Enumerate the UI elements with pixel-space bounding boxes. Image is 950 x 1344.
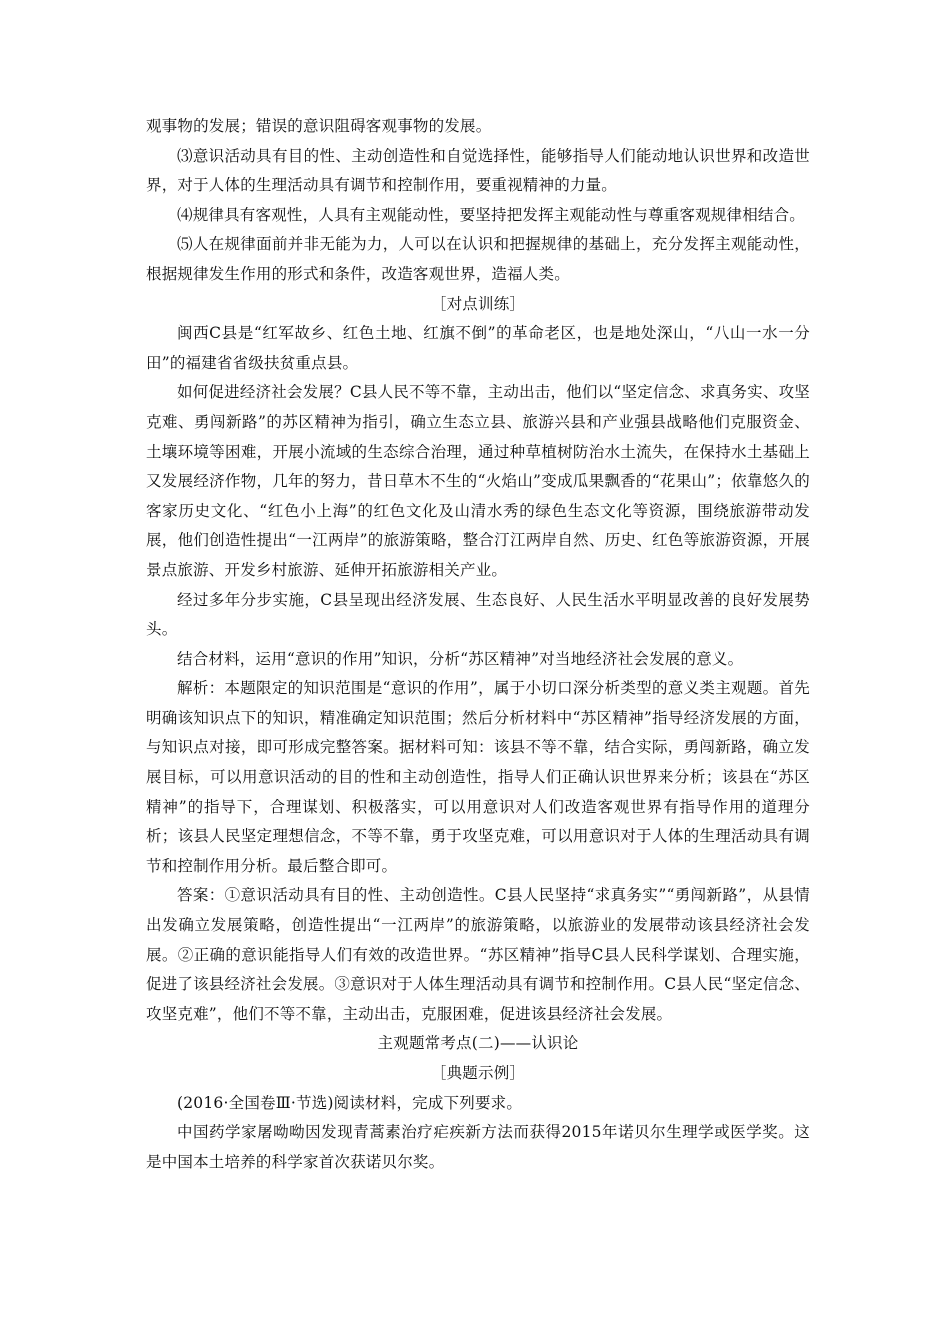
paragraph-continuation: 观事物的发展；错误的意识阻碍客观事物的发展。	[146, 117, 492, 135]
section-heading-practice: ［对点训练］	[430, 294, 526, 313]
section-heading-example: ［典题示例］	[430, 1064, 526, 1082]
material-paragraph-4: 中国药学家屠呦呦因发现青蒿素治疗疟疾新方法而获得2015年诺贝尔生理学或医学奖。这是中国本土培养的科学家首次获诺贝尔奖。	[146, 1123, 810, 1171]
material-paragraph-2: 如何促进经济社会发展？C县人民不等不靠，主动出击，他们以“坚定信念、求真务实、攻坚克难、勇闯新路”的苏区精神为指引，确立生态立县、旅游兴县和产业强县战略他们克服资金、土壤环境等困难，开展小流域的生态综合治理，通过种草植树防治水土流失，在保持水土基础上又发展经济作物，几年的努力，昔日草木不生的“火焰山”变成瓜果飘香的“花果山”；依靠悠久的客家历史文化、“红色小上海”的红色文化及山清水秀的绿色生态文化等资源，围绕旅游带动发展，他们创造性提出“一江两岸”的旅游策略，整合汀江两岸自然、历史、红色等旅游资源，开展景点旅游、开发乡村旅游、延伸开拓旅游相关产业。	[146, 383, 810, 579]
point-5: ⑸人在规律面前并非无能为力，人可以在认识和把握规律的基础上，充分发挥主观能动性，根据规律发生作用的形式和条件，改造客观世界，造福人类。	[146, 235, 810, 283]
exam-source-line: (2016·全国卷Ⅲ·节选)阅读材料，完成下列要求。	[177, 1093, 523, 1112]
document-body	[146, 112, 810, 1177]
analysis-paragraph: 解析：本题限定的知识范围是“意识的作用”，属于小切口深分析类型的意义类主观题。首先明确该知识点下的知识，精准确定知识范围；然后分析材料中“苏区精神”指导经济发展的方面，与知识点对接，即可形成完整答案。据材料可知：该县不等不靠，结合实际，勇闯新路，确立发展目标，可以用意识活动的目的性和主动创造性，指导人们正确认识世界来分析；该县在“苏区精神”的指导下，合理谋划、积极落实，可以用意识对人们改造客观世界有指导作用的道理分析；该县人民坚定理想信念，不等不靠，勇于攻坚克难，可以用意识对于人体的生理活动具有调节和控制作用分析。最后整合即可。	[146, 679, 810, 875]
answer-paragraph: 答案：①意识活动具有目的性、主动创造性。C县人民坚持“求真务实”“勇闯新路”，从县情出发确立发展策略，创造性提出“一江两岸”的旅游策略，以旅游业的发展带动该县经济社会发展。②正确的意识能指导人们有效的改造世界。“苏区精神”指导C县人民科学谋划、合理实施，促进了该县经济社会发展。③意识对于人体生理活动具有调节和控制作用。C县人民“坚定信念、攻坚克难”，他们不等不靠，主动出击，克服困难，促进该县经济社会发展。	[146, 886, 810, 1023]
material-paragraph-1: 闽西C县是“红军故乡、红色土地、红旗不倒”的革命老区，也是地处深山，“八山一水一分田”的福建省省级扶贫重点县。	[146, 324, 810, 372]
point-4: ⑷规律具有客观性，人具有主观能动性，要坚持把发挥主观能动性与尊重客观规律相结合。	[177, 205, 806, 224]
point-3: ⑶意识活动具有目的性、主动创造性和自觉选择性，能够指导人们能动地认识世界和改造世界，对于人体的生理活动具有调节和控制作用，要重视精神的力量。	[146, 146, 810, 195]
material-paragraph-3: 经过多年分步实施，C县呈现出经济发展、生态良好、人民生活水平明显改善的良好发展势头。	[146, 590, 810, 639]
question-prompt: 结合材料，运用“意识的作用”知识，分析“苏区精神”对当地经济社会发展的意义。	[177, 649, 744, 668]
section-heading-epistemology: 主观题常考点(二)——认识论	[377, 1034, 579, 1053]
